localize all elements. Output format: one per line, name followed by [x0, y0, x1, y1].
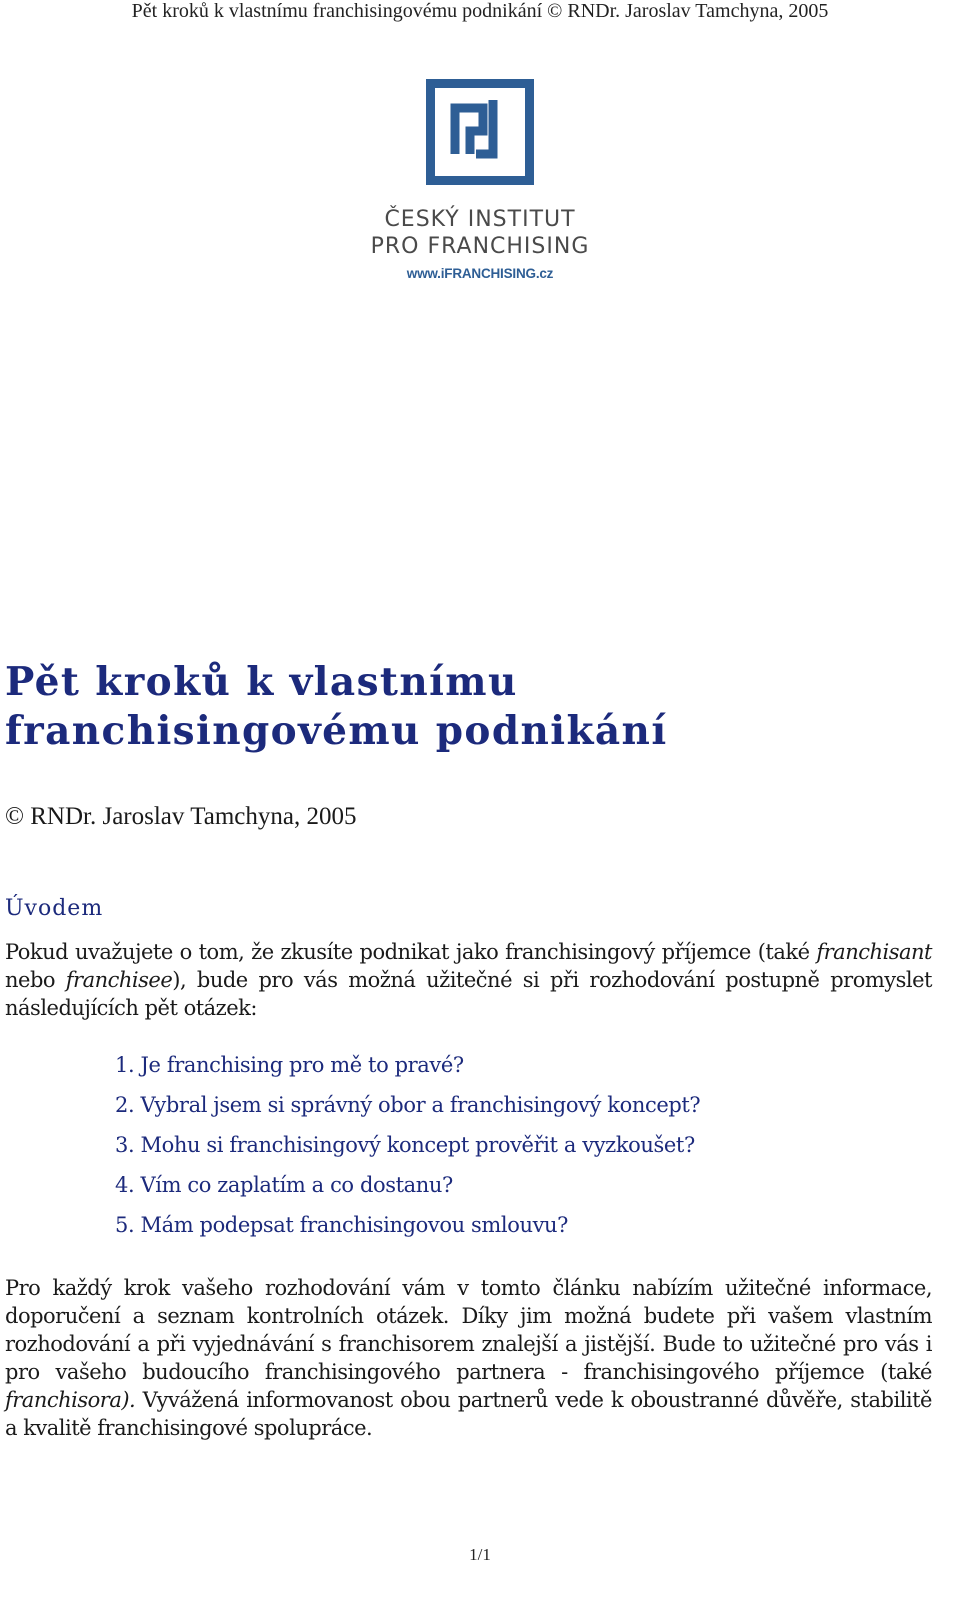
term-franchisora: franchisora).: [5, 1388, 136, 1412]
list-item: 1. Je franchising pro mě to pravé?: [115, 1053, 464, 1077]
logo-text-line1: ČESKÝ INSTITUT: [384, 207, 576, 232]
franchising-logo-icon: [425, 78, 535, 186]
document-title: Pět kroků k vlastnímu franchisingovému podnikání: [5, 659, 668, 754]
term-franchisee: franchisee: [65, 968, 173, 992]
running-header: Pět kroků k vlastnímu franchisingovému podnikání © RNDr. Jaroslav Tamchyna, 2005: [131, 0, 829, 22]
section-heading: Úvodem: [5, 896, 104, 921]
list-item: 4. Vím co zaplatím a co dostanu?: [115, 1173, 453, 1197]
closing-paragraph: Pro každý krok vašeho rozhodování vám v tomto článku nabízím užitečné informace, doporučení a seznam kontrolních otázek. Díky jim možná budete při vašem vlastním rozhodování a při vyjednávání s franchisorem znalejší a jistější. Bude to užitečné pro vás i pro vašeho budoucího franchisingového partnera - franchisingového příjemce (také franchisora). Vyvážená informovanost obou partnerů vede k oboustranné důvěře, stabilitě a kvalitě franchisingové spolupráce.: [5, 1276, 932, 1440]
logo-text-line2: PRO FRANCHISING: [370, 234, 590, 259]
author-line: © RNDr. Jaroslav Tamchyna, 2005: [5, 803, 357, 830]
institute-logo: [355, 78, 605, 281]
list-item: 2. Vybral jsem si správný obor a franchisingový koncept?: [115, 1093, 701, 1117]
list-item: 3. Mohu si franchisingový koncept prověřit a vyzkoušet?: [115, 1133, 695, 1157]
list-item: 5. Mám podepsat franchisingovou smlouvu?: [115, 1213, 569, 1237]
logo-url[interactable]: www.iFRANCHISING.cz: [406, 266, 554, 281]
term-franchisant: franchisant: [816, 940, 932, 964]
page-number: 1/1: [469, 1545, 491, 1564]
intro-paragraph: Pokud uvažujete o tom, že zkusíte podnikat jako franchisingový příjemce (také franchisant nebo franchisee), bude pro vás možná užitečné si při rozhodování postupně promyslet následujících pět otázek:: [5, 940, 932, 1020]
steps-list: [115, 1045, 700, 1245]
